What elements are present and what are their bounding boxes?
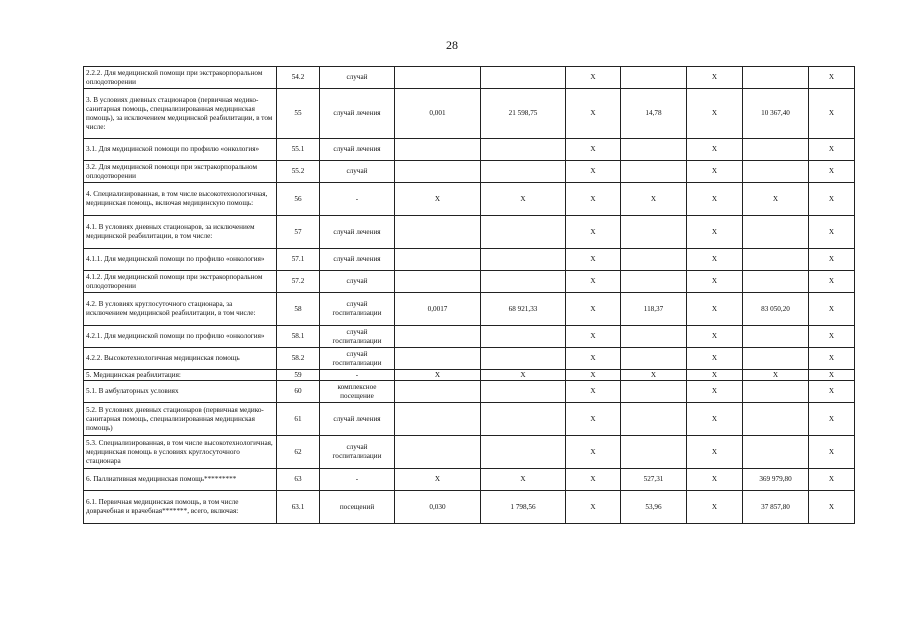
value-cell-5: X	[687, 436, 743, 469]
value-cell-2	[481, 139, 566, 161]
row-name-cell: 5.3. Специализированная, в том числе высокотехнологичная, медицинская помощь в условиях круглосуточного стационара	[84, 436, 277, 469]
value-cell-1: 0,030	[395, 491, 481, 524]
value-cell-1: 0,001	[395, 89, 481, 139]
value-cell-3: X	[566, 381, 621, 403]
row-number-cell: 58.1	[277, 326, 320, 348]
value-cell-6	[743, 271, 809, 293]
value-cell-6: 83 050,20	[743, 293, 809, 326]
row-name-cell: 2.2.2. Для медицинской помощи при экстракорпоральном оплодотворении	[84, 67, 277, 89]
row-number-cell: 57	[277, 216, 320, 249]
value-cell-7: X	[809, 249, 855, 271]
value-cell-7: X	[809, 216, 855, 249]
value-cell-6: 37 857,80	[743, 491, 809, 524]
unit-cell: случай госпитализации	[320, 436, 395, 469]
value-cell-5: X	[687, 271, 743, 293]
value-cell-1	[395, 139, 481, 161]
table-row	[84, 183, 855, 216]
unit-cell: -	[320, 469, 395, 491]
value-cell-5: X	[687, 161, 743, 183]
value-cell-4	[621, 348, 687, 370]
value-cell-4	[621, 249, 687, 271]
value-cell-7: X	[809, 370, 855, 381]
value-cell-1: X	[395, 469, 481, 491]
value-cell-1	[395, 161, 481, 183]
unit-cell: случай лечения	[320, 249, 395, 271]
value-cell-5: X	[687, 139, 743, 161]
value-cell-3: X	[566, 183, 621, 216]
value-cell-7: X	[809, 403, 855, 436]
row-name-cell: 4.1.2. Для медицинской помощи при экстракорпоральном оплодотворении	[84, 271, 277, 293]
value-cell-2	[481, 348, 566, 370]
value-cell-4: 14,78	[621, 89, 687, 139]
table-row	[84, 469, 855, 491]
row-number-cell: 55	[277, 89, 320, 139]
value-cell-5: X	[687, 216, 743, 249]
row-name-cell: 5.1. В амбулаторных условиях	[84, 381, 277, 403]
row-name-cell: 4.1. В условиях дневных стационаров, за исключением медицинской реабилитации, в том числе:	[84, 216, 277, 249]
unit-cell: комплексное посещение	[320, 381, 395, 403]
row-number-cell: 56	[277, 183, 320, 216]
value-cell-3: X	[566, 216, 621, 249]
unit-cell: случай госпитализации	[320, 326, 395, 348]
value-cell-5: X	[687, 183, 743, 216]
value-cell-7: X	[809, 381, 855, 403]
value-cell-5: X	[687, 249, 743, 271]
value-cell-6	[743, 67, 809, 89]
value-cell-2	[481, 216, 566, 249]
value-cell-4	[621, 326, 687, 348]
row-number-cell: 63.1	[277, 491, 320, 524]
table-row	[84, 293, 855, 326]
value-cell-3: X	[566, 469, 621, 491]
value-cell-2: 21 598,75	[481, 89, 566, 139]
row-number-cell: 63	[277, 469, 320, 491]
value-cell-4	[621, 139, 687, 161]
value-cell-1: 0,0017	[395, 293, 481, 326]
value-cell-5: X	[687, 348, 743, 370]
value-cell-7: X	[809, 436, 855, 469]
value-cell-1	[395, 381, 481, 403]
value-cell-6	[743, 216, 809, 249]
value-cell-1	[395, 403, 481, 436]
value-cell-1	[395, 436, 481, 469]
table-row	[84, 216, 855, 249]
value-cell-6	[743, 249, 809, 271]
value-cell-5: X	[687, 381, 743, 403]
value-cell-4	[621, 403, 687, 436]
value-cell-7: X	[809, 491, 855, 524]
value-cell-3: X	[566, 326, 621, 348]
value-cell-1: X	[395, 183, 481, 216]
value-cell-3: X	[566, 271, 621, 293]
table-row	[84, 370, 855, 381]
value-cell-7: X	[809, 89, 855, 139]
row-name-cell: 4.2.2. Высокотехнологичная медицинская помощь	[84, 348, 277, 370]
value-cell-1	[395, 271, 481, 293]
row-number-cell: 62	[277, 436, 320, 469]
row-name-cell: 5.2. В условиях дневных стационаров (первичная медико-санитарная помощь, специализированная медицинская помощь)	[84, 403, 277, 436]
value-cell-3: X	[566, 403, 621, 436]
value-cell-5: X	[687, 491, 743, 524]
value-cell-2	[481, 67, 566, 89]
value-cell-1: X	[395, 370, 481, 381]
table-row	[84, 139, 855, 161]
unit-cell: -	[320, 183, 395, 216]
value-cell-2	[481, 249, 566, 271]
row-number-cell: 58.2	[277, 348, 320, 370]
table-row	[84, 436, 855, 469]
row-name-cell: 3.2. Для медицинской помощи при экстракорпоральном оплодотворении	[84, 161, 277, 183]
value-cell-5: X	[687, 293, 743, 326]
table-row	[84, 348, 855, 370]
table-row	[84, 491, 855, 524]
table-row	[84, 67, 855, 89]
row-name-cell: 4.2. В условиях круглосуточного стационара, за исключением медицинской реабилитации, в том числе:	[84, 293, 277, 326]
value-cell-6	[743, 139, 809, 161]
value-cell-4	[621, 381, 687, 403]
unit-cell: случай	[320, 161, 395, 183]
row-number-cell: 57.2	[277, 271, 320, 293]
unit-cell: случай лечения	[320, 139, 395, 161]
value-cell-3: X	[566, 249, 621, 271]
value-cell-3: X	[566, 161, 621, 183]
value-cell-5: X	[687, 469, 743, 491]
value-cell-7: X	[809, 183, 855, 216]
value-cell-4	[621, 67, 687, 89]
row-number-cell: 58	[277, 293, 320, 326]
value-cell-2	[481, 381, 566, 403]
row-number-cell: 60	[277, 381, 320, 403]
value-cell-5: X	[687, 403, 743, 436]
unit-cell: случай госпитализации	[320, 348, 395, 370]
value-cell-4	[621, 216, 687, 249]
value-cell-3: X	[566, 67, 621, 89]
value-cell-7: X	[809, 348, 855, 370]
value-cell-5: X	[687, 89, 743, 139]
value-cell-7: X	[809, 293, 855, 326]
row-name-cell: 3. В условиях дневных стационаров (первичная медико-санитарная помощь, специализированная медицинская помощь), за исключением медицинской реабилитации, в том числе:	[84, 89, 277, 139]
unit-cell: случай	[320, 271, 395, 293]
value-cell-4: 53,96	[621, 491, 687, 524]
value-cell-1	[395, 216, 481, 249]
value-cell-5: X	[687, 67, 743, 89]
value-cell-1	[395, 348, 481, 370]
row-number-cell: 57.1	[277, 249, 320, 271]
value-cell-6: X	[743, 370, 809, 381]
value-cell-3: X	[566, 139, 621, 161]
row-name-cell: 4. Специализированная, в том числе высокотехнологичная, медицинская помощь, включая медицинскую помощь:	[84, 183, 277, 216]
value-cell-1	[395, 249, 481, 271]
value-cell-4: 527,31	[621, 469, 687, 491]
value-cell-2	[481, 326, 566, 348]
value-cell-7: X	[809, 326, 855, 348]
value-cell-3: X	[566, 293, 621, 326]
unit-cell: случай лечения	[320, 89, 395, 139]
row-name-cell: 3.1. Для медицинской помощи по профилю «онкология»	[84, 139, 277, 161]
value-cell-6	[743, 161, 809, 183]
row-name-cell: 6.1. Первичная медицинская помощь, в том числе доврачебная и врачебная*******, всего, включая:	[84, 491, 277, 524]
value-cell-3: X	[566, 348, 621, 370]
value-cell-6: 369 979,80	[743, 469, 809, 491]
value-cell-6: X	[743, 183, 809, 216]
value-cell-5: X	[687, 370, 743, 381]
value-cell-7: X	[809, 67, 855, 89]
row-name-cell: 5. Медицинская реабилитация:	[84, 370, 277, 381]
table-row	[84, 161, 855, 183]
value-cell-6	[743, 436, 809, 469]
row-name-cell: 4.2.1. Для медицинской помощи по профилю «онкология»	[84, 326, 277, 348]
table-row	[84, 249, 855, 271]
row-number-cell: 61	[277, 403, 320, 436]
value-cell-5: X	[687, 326, 743, 348]
value-cell-4: 118,37	[621, 293, 687, 326]
unit-cell: случай	[320, 67, 395, 89]
value-cell-2	[481, 161, 566, 183]
tariff-table	[83, 66, 855, 524]
page-number: 28	[446, 38, 458, 52]
value-cell-6	[743, 326, 809, 348]
unit-cell: случай госпитализации	[320, 293, 395, 326]
row-number-cell: 54.2	[277, 67, 320, 89]
row-name-cell: 4.1.1. Для медицинской помощи по профилю «онкология»	[84, 249, 277, 271]
unit-cell: посещений	[320, 491, 395, 524]
value-cell-4: X	[621, 183, 687, 216]
value-cell-6: 10 367,40	[743, 89, 809, 139]
value-cell-4	[621, 161, 687, 183]
unit-cell: случай лечения	[320, 403, 395, 436]
value-cell-6	[743, 403, 809, 436]
value-cell-6	[743, 348, 809, 370]
value-cell-7: X	[809, 271, 855, 293]
value-cell-1	[395, 67, 481, 89]
value-cell-2	[481, 271, 566, 293]
value-cell-2: 1 798,56	[481, 491, 566, 524]
value-cell-4: X	[621, 370, 687, 381]
unit-cell: -	[320, 370, 395, 381]
value-cell-3: X	[566, 89, 621, 139]
value-cell-2: X	[481, 183, 566, 216]
value-cell-3: X	[566, 370, 621, 381]
value-cell-3: X	[566, 436, 621, 469]
value-cell-1	[395, 326, 481, 348]
value-cell-2	[481, 403, 566, 436]
value-cell-6	[743, 381, 809, 403]
value-cell-4	[621, 436, 687, 469]
value-cell-2	[481, 436, 566, 469]
value-cell-7: X	[809, 139, 855, 161]
unit-cell: случай лечения	[320, 216, 395, 249]
value-cell-2: X	[481, 370, 566, 381]
table-row	[84, 381, 855, 403]
table-row	[84, 89, 855, 139]
value-cell-4	[621, 271, 687, 293]
row-number-cell: 55.1	[277, 139, 320, 161]
row-number-cell: 59	[277, 370, 320, 381]
table-row	[84, 326, 855, 348]
value-cell-7: X	[809, 161, 855, 183]
table-row	[84, 271, 855, 293]
value-cell-3: X	[566, 491, 621, 524]
table-row	[84, 403, 855, 436]
value-cell-2: X	[481, 469, 566, 491]
row-number-cell: 55.2	[277, 161, 320, 183]
row-name-cell: 6. Паллиативная медицинская помощь*********	[84, 469, 277, 491]
value-cell-7: X	[809, 469, 855, 491]
value-cell-2: 68 921,33	[481, 293, 566, 326]
